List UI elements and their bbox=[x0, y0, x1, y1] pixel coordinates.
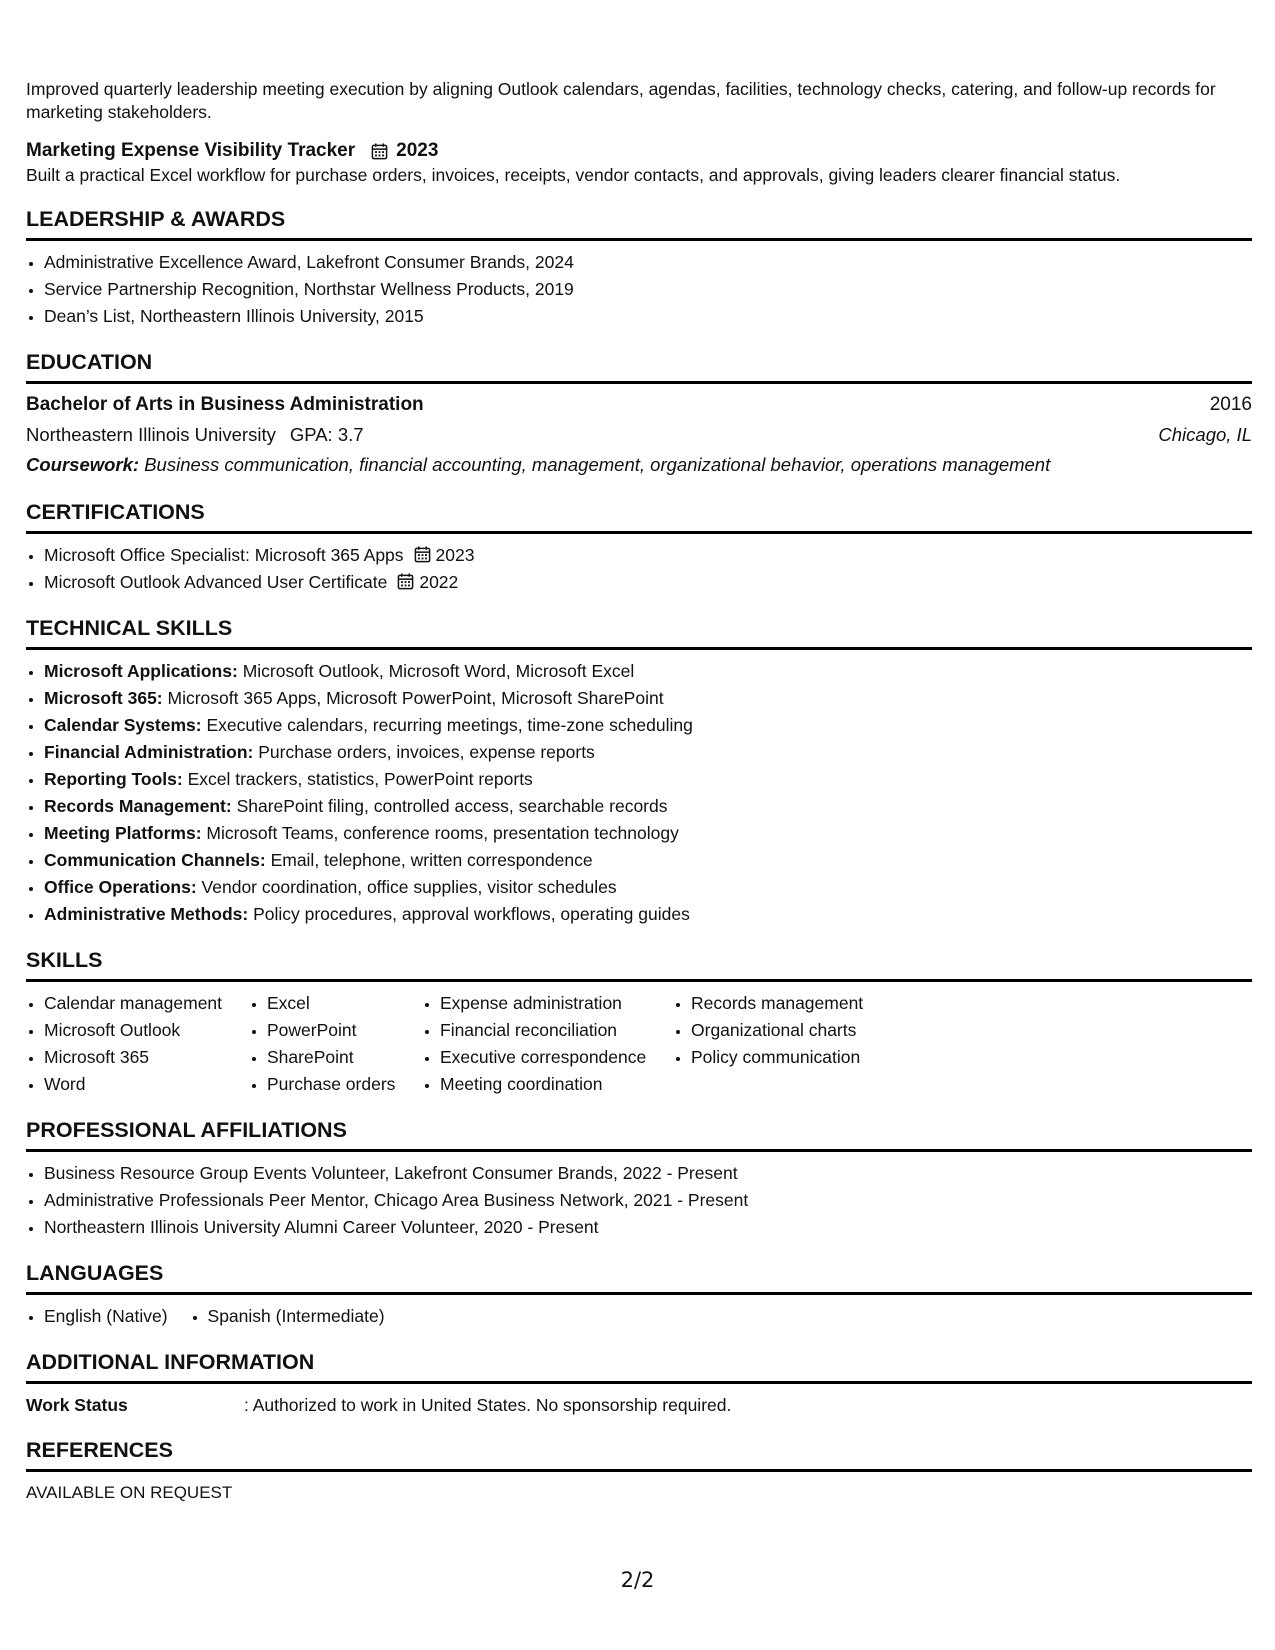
list-item bbox=[44, 739, 1252, 766]
page-number: 2/2 bbox=[620, 1568, 655, 1592]
language-list bbox=[26, 1303, 168, 1330]
skill-value: Email, telephone, written correspondence bbox=[270, 850, 593, 870]
skill-value: Executive calendars, recurring meetings, time-zone scheduling bbox=[206, 715, 693, 735]
certification-year: 2023 bbox=[435, 545, 475, 565]
school-name: Northeastern Illinois University bbox=[26, 424, 276, 445]
list-item bbox=[44, 820, 1252, 847]
list-item: • Meeting coordination bbox=[440, 1071, 673, 1098]
list-item bbox=[44, 847, 1252, 874]
list-item: • Financial reconciliation bbox=[440, 1017, 673, 1044]
skill-label: Microsoft Applications: bbox=[44, 661, 238, 681]
work-status-label: Work Status bbox=[26, 1395, 128, 1415]
skill-label: Meeting Platforms: bbox=[44, 823, 202, 843]
list-item: • Records management bbox=[691, 990, 911, 1017]
languages-row bbox=[26, 1303, 1252, 1330]
language-list bbox=[190, 1303, 385, 1330]
project-year: 2023 bbox=[396, 140, 439, 161]
list-item: • Administrative Professionals Peer Mentor, Chicago Area Business Network, 2021 - Present bbox=[44, 1187, 1252, 1214]
calendar-icon bbox=[397, 573, 414, 590]
skill-label: Financial Administration: bbox=[44, 742, 254, 762]
list-item bbox=[44, 712, 1252, 739]
calendar-icon bbox=[414, 546, 431, 563]
list-item: • Calendar management bbox=[44, 990, 249, 1017]
section-heading-leadership: LEADERSHIP & AWARDS bbox=[26, 207, 1252, 241]
list-item: • Microsoft 365 bbox=[44, 1044, 249, 1071]
calendar-icon bbox=[371, 143, 388, 160]
list-item: • Purchase orders bbox=[267, 1071, 422, 1098]
degree-title: Bachelor of Arts in Business Administration bbox=[26, 394, 424, 415]
list-item bbox=[44, 874, 1252, 901]
list-item: • PowerPoint bbox=[267, 1017, 422, 1044]
list-item bbox=[44, 658, 1252, 685]
list-item: • Business Resource Group Events Volunteer, Lakefront Consumer Brands, 2022 - Present bbox=[44, 1160, 1252, 1187]
certification-item bbox=[44, 542, 1252, 569]
skill-label: Records Management: bbox=[44, 796, 232, 816]
list-item: • Spanish (Intermediate) bbox=[208, 1303, 385, 1330]
skill-value: Vendor coordination, office supplies, visitor schedules bbox=[201, 877, 617, 897]
certification-name: Microsoft Office Specialist: Microsoft 365 Apps bbox=[44, 545, 404, 565]
project-title: Marketing Expense Visibility Tracker bbox=[26, 140, 356, 161]
list-item: • English (Native) bbox=[44, 1303, 168, 1330]
skills-column bbox=[249, 990, 422, 1098]
skill-value: Microsoft Teams, conference rooms, presentation technology bbox=[206, 823, 679, 843]
coursework-label: Coursework: bbox=[26, 454, 140, 475]
affiliations-list bbox=[26, 1160, 1252, 1241]
list-item: • Excel bbox=[267, 990, 422, 1017]
list-item: • Northeastern Illinois University Alumni Career Volunteer, 2020 - Present bbox=[44, 1214, 1252, 1241]
skill-value: Policy procedures, approval workflows, operating guides bbox=[253, 904, 690, 924]
list-item: • Organizational charts bbox=[691, 1017, 911, 1044]
section-heading-skills: SKILLS bbox=[26, 948, 1252, 982]
skill-value: SharePoint filing, controlled access, searchable records bbox=[236, 796, 668, 816]
section-heading-languages: LANGUAGES bbox=[26, 1261, 1252, 1295]
skills-grid bbox=[26, 990, 1252, 1098]
technical-skills-list bbox=[26, 658, 1252, 928]
project-description: Improved quarterly leadership meeting execution by aligning Outlook calendars, agendas, facilities, technology checks, catering, and follow-up records for marketing stakeholders. bbox=[26, 79, 1216, 122]
list-item: • Executive correspondence bbox=[440, 1044, 673, 1071]
section-heading-education: EDUCATION bbox=[26, 350, 1252, 384]
skill-label: Microsoft 365: bbox=[44, 688, 163, 708]
coursework bbox=[26, 450, 1252, 480]
skill-value: Microsoft 365 Apps, Microsoft PowerPoint, Microsoft SharePoint bbox=[167, 688, 664, 708]
skill-value: Excel trackers, statistics, PowerPoint reports bbox=[187, 769, 533, 789]
section-heading-additional: ADDITIONAL INFORMATION bbox=[26, 1350, 1252, 1384]
skill-label: Communication Channels: bbox=[44, 850, 266, 870]
section-heading-certifications: CERTIFICATIONS bbox=[26, 500, 1252, 534]
list-item: • Microsoft Outlook bbox=[44, 1017, 249, 1044]
project-title-row bbox=[26, 138, 1252, 164]
skill-label: Calendar Systems: bbox=[44, 715, 202, 735]
list-item: • SharePoint bbox=[267, 1044, 422, 1071]
graduation-year: 2016 bbox=[1209, 394, 1252, 415]
leadership-list bbox=[26, 249, 1252, 330]
certification-name: Microsoft Outlook Advanced User Certificate bbox=[44, 572, 388, 592]
gpa: GPA: 3.7 bbox=[289, 424, 364, 445]
certifications-list bbox=[26, 542, 1252, 596]
list-item bbox=[44, 901, 1252, 928]
list-item: • Policy communication bbox=[691, 1044, 911, 1071]
skills-column bbox=[422, 990, 673, 1098]
coursework-text: Business communication, financial accounting, management, organizational behavior, operations management bbox=[144, 454, 1051, 475]
skill-value: Purchase orders, invoices, expense reports bbox=[258, 742, 595, 762]
list-item: • Expense administration bbox=[440, 990, 673, 1017]
work-status-row bbox=[26, 1392, 1252, 1418]
list-item bbox=[44, 685, 1252, 712]
references-text: AVAILABLE ON REQUEST bbox=[26, 1483, 233, 1502]
list-item bbox=[44, 793, 1252, 820]
list-item: • Administrative Excellence Award, Lakefront Consumer Brands, 2024 bbox=[44, 249, 1252, 276]
list-item: • Word bbox=[44, 1071, 249, 1098]
list-item: • Dean’s List, Northeastern Illinois University, 2015 bbox=[44, 303, 1252, 330]
list-item: • Service Partnership Recognition, Northstar Wellness Products, 2019 bbox=[44, 276, 1252, 303]
education-school-row bbox=[26, 420, 1252, 450]
resume-page bbox=[26, 78, 1252, 1506]
list-item bbox=[44, 766, 1252, 793]
skill-label: Reporting Tools: bbox=[44, 769, 183, 789]
certification-year: 2022 bbox=[419, 572, 459, 592]
project-description: Built a practical Excel workflow for purchase orders, invoices, receipts, vendor contacts, and approvals, giving leaders clearer financial status. bbox=[26, 165, 1121, 185]
skills-column bbox=[26, 990, 249, 1098]
education-degree-row bbox=[26, 390, 1252, 420]
school-location: Chicago, IL bbox=[1158, 424, 1252, 445]
work-status-value: : Authorized to work in United States. No sponsorship required. bbox=[244, 1395, 732, 1415]
section-heading-technical-skills: TECHNICAL SKILLS bbox=[26, 616, 1252, 650]
skill-label: Administrative Methods: bbox=[44, 904, 249, 924]
section-heading-references: REFERENCES bbox=[26, 1438, 1252, 1472]
skills-column bbox=[673, 990, 911, 1098]
section-heading-affiliations: PROFESSIONAL AFFILIATIONS bbox=[26, 1118, 1252, 1152]
skill-value: Microsoft Outlook, Microsoft Word, Microsoft Excel bbox=[242, 661, 635, 681]
skill-label: Office Operations: bbox=[44, 877, 197, 897]
certification-item bbox=[44, 569, 1252, 596]
